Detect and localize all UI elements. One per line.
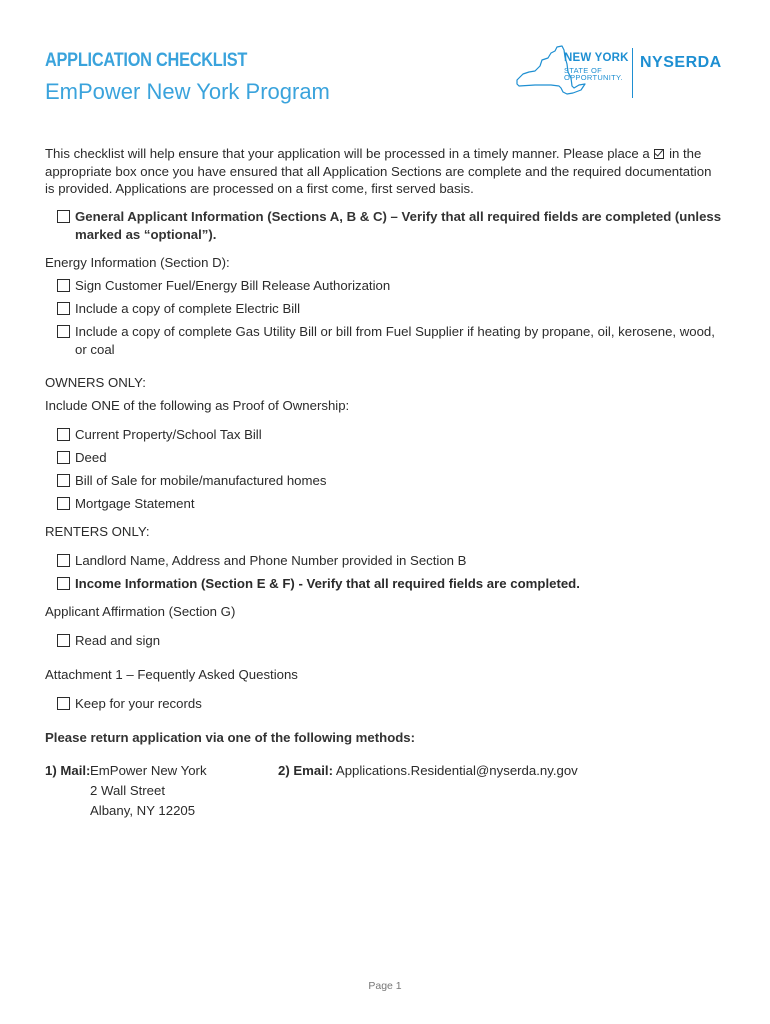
- page-subtitle: EmPower New York Program: [45, 79, 330, 104]
- checklist-item-ownership[interactable]: Bill of Sale for mobile/manufactured homes: [57, 472, 725, 490]
- checklist-item-general[interactable]: General Applicant Information (Sections A, B & C) – Verify that all required fields are completed (unless marked as “optional”).: [57, 208, 725, 243]
- checkmark-box-icon: [654, 149, 664, 159]
- mail-method: 1) Mail: EmPower New York 2 Wall Street Albany, NY 12205: [45, 761, 90, 781]
- checkbox[interactable]: [57, 279, 70, 292]
- page-number: Page 1: [368, 980, 402, 992]
- logo-divider: [632, 48, 633, 98]
- checkbox[interactable]: [57, 577, 70, 590]
- email-method: 2) Email: Applications.Residential@nyserda.ny.gov: [278, 763, 578, 778]
- checklist-item-ownership[interactable]: Current Property/School Tax Bill: [57, 426, 725, 444]
- page-title: APPLICATION CHECKLIST: [45, 50, 248, 71]
- checkbox[interactable]: [57, 697, 70, 710]
- checkbox[interactable]: [57, 210, 70, 223]
- checklist-item-energy[interactable]: Include a copy of complete Electric Bill: [57, 300, 725, 318]
- checklist-item-energy[interactable]: Include a copy of complete Gas Utility Bill or bill from Fuel Supplier if heating by propane, oil, kerosene, wood, or coal: [57, 323, 725, 358]
- checkbox[interactable]: [57, 451, 70, 464]
- energy-heading: Energy Information (Section D):: [45, 255, 230, 270]
- attachment-heading: Attachment 1 – Fequently Asked Questions: [45, 667, 298, 682]
- nyserda-logo: [515, 44, 730, 100]
- checkbox[interactable]: [57, 497, 70, 510]
- checkbox[interactable]: [57, 325, 70, 338]
- renters-heading: RENTERS ONLY:: [45, 524, 150, 539]
- checkbox[interactable]: [57, 428, 70, 441]
- checklist-item-ownership[interactable]: Deed: [57, 449, 725, 467]
- return-heading: Please return application via one of the following methods:: [45, 730, 416, 745]
- checkbox[interactable]: [57, 302, 70, 315]
- owners-heading: OWNERS ONLY:: [45, 375, 146, 390]
- intro-paragraph: This checklist will help ensure that your application will be processed in a timely manner. Please place a in the appropriate box once you have ensured that all Application Sections are complete and the required documentation is provided. Applications are processed on a first come, first served basis.: [45, 146, 712, 196]
- checklist-item-ownership[interactable]: Mortgage Statement: [57, 495, 725, 513]
- checklist-item-renters[interactable]: Landlord Name, Address and Phone Number provided in Section B: [57, 552, 725, 570]
- checklist-item-energy[interactable]: Sign Customer Fuel/Energy Bill Release Authorization: [57, 277, 725, 295]
- mail-address: EmPower New York 2 Wall Street Albany, NY 12205: [90, 763, 207, 818]
- checkbox[interactable]: [57, 554, 70, 567]
- checklist-item-affirmation[interactable]: Read and sign: [57, 632, 725, 650]
- new-york-wordmark: NEW YORK STATE OF OPPORTUNITY.: [564, 52, 629, 82]
- nyserda-wordmark: NYSERDA: [640, 54, 722, 71]
- checkbox[interactable]: [57, 474, 70, 487]
- owners-subheading: Include ONE of the following as Proof of Ownership:: [45, 398, 350, 413]
- affirmation-heading: Applicant Affirmation (Section G): [45, 604, 236, 619]
- checkbox[interactable]: [57, 634, 70, 647]
- email-address[interactable]: Applications.Residential@nyserda.ny.gov: [335, 763, 578, 778]
- checklist-item-income[interactable]: Income Information (Section E & F) - Verify that all required fields are completed.: [57, 575, 725, 593]
- checklist-item-attachment[interactable]: Keep for your records: [57, 695, 725, 713]
